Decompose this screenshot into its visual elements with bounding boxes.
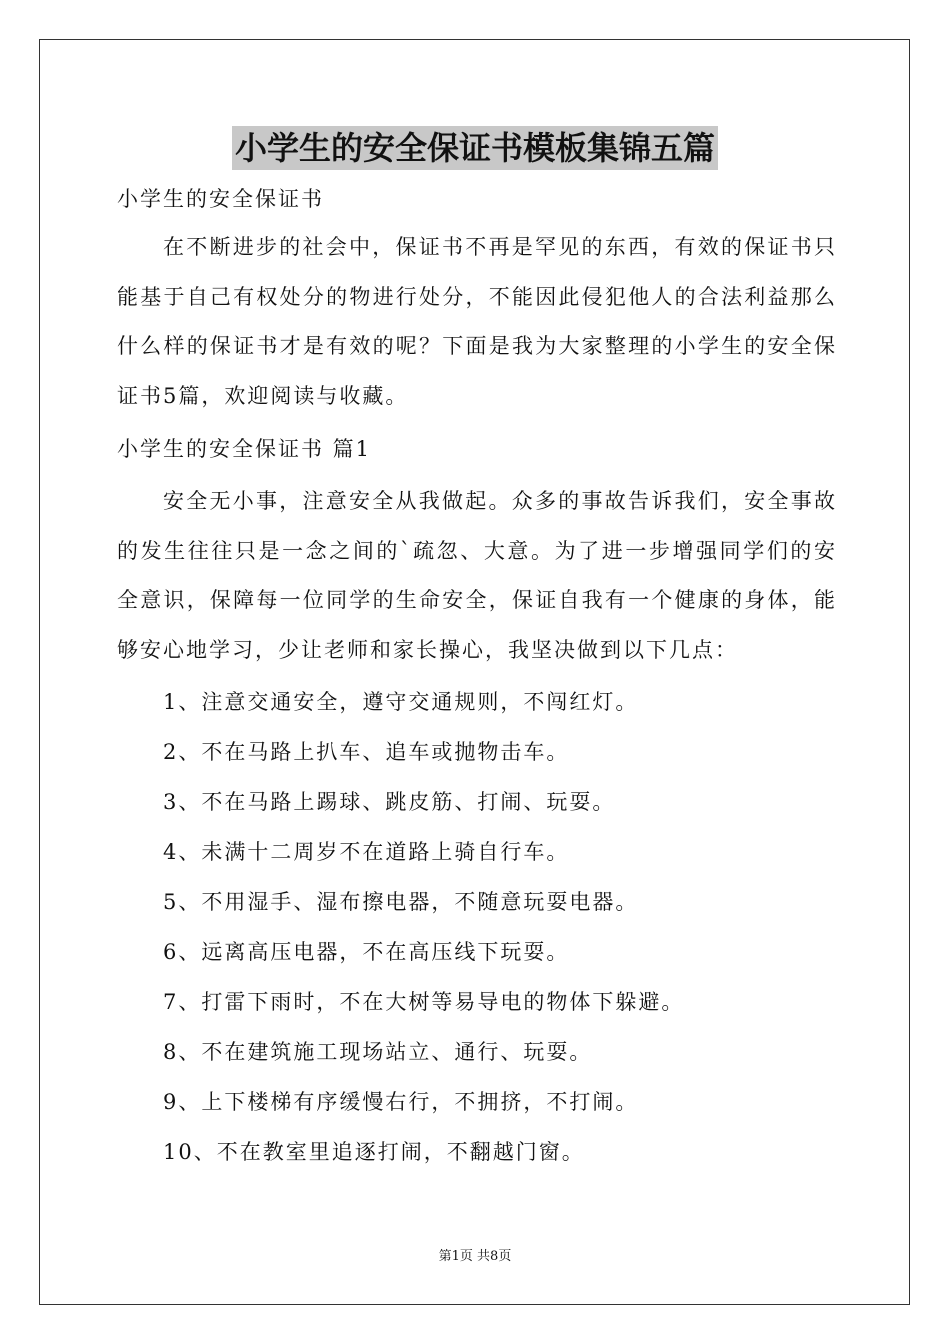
document-body (117, 175, 837, 1177)
section-heading: 小学生的安全保证书 篇1 (117, 437, 372, 461)
list-item: 5、不用湿手、湿布擦电器，不随意玩耍电器。 (163, 890, 639, 914)
document-title-container (0, 126, 950, 170)
list-item: 6、远离高压电器，不在高压线下玩耍。 (163, 940, 570, 964)
list-item: 7、打雷下雨时，不在大树等易导电的物体下躲避。 (163, 990, 685, 1014)
list-item: 3、不在马路上踢球、跳皮筋、打闹、玩耍。 (163, 790, 616, 814)
list-item: 8、不在建筑施工现场站立、通行、玩耍。 (163, 1040, 593, 1064)
page-footer: 第1页 共8页 (438, 1249, 512, 1264)
intro-paragraph: 在不断进步的社会中，保证书不再是罕见的东西，有效的保证书只能基于自己有权处分的物进行处分，不能因此侵犯他人的合法利益那么什么样的保证书才是有效的呢？下面是我为大家整理的小学生的安全保证书5篇，欢迎阅读与收藏。 (117, 235, 837, 408)
section-paragraph: 安全无小事，注意安全从我做起。众多的事故告诉我们，安全事故的发生往往只是一念之间的`疏忽、大意。为了进一步增强同学们的安全意识，保障每一位同学的生命安全，保证自我有一个健康的身体，能够安心地学习，少让老师和家长操心，我坚决做到以下几点： (117, 489, 837, 662)
list-item: 10、不在教室里追逐打闹，不翻越门窗。 (163, 1140, 585, 1164)
list-item: 4、未满十二周岁不在道路上骑自行车。 (163, 840, 570, 864)
list-item: 9、上下楼梯有序缓慢右行，不拥挤，不打闹。 (163, 1090, 639, 1114)
list-item: 2、不在马路上扒车、追车或抛物击车。 (163, 740, 570, 764)
list-item: 1、注意交通安全，遵守交通规则，不闯红灯。 (163, 690, 639, 714)
document-title: 小学生的安全保证书模板集锦五篇 (232, 126, 718, 170)
document-subtitle: 小学生的安全保证书 (117, 187, 324, 211)
